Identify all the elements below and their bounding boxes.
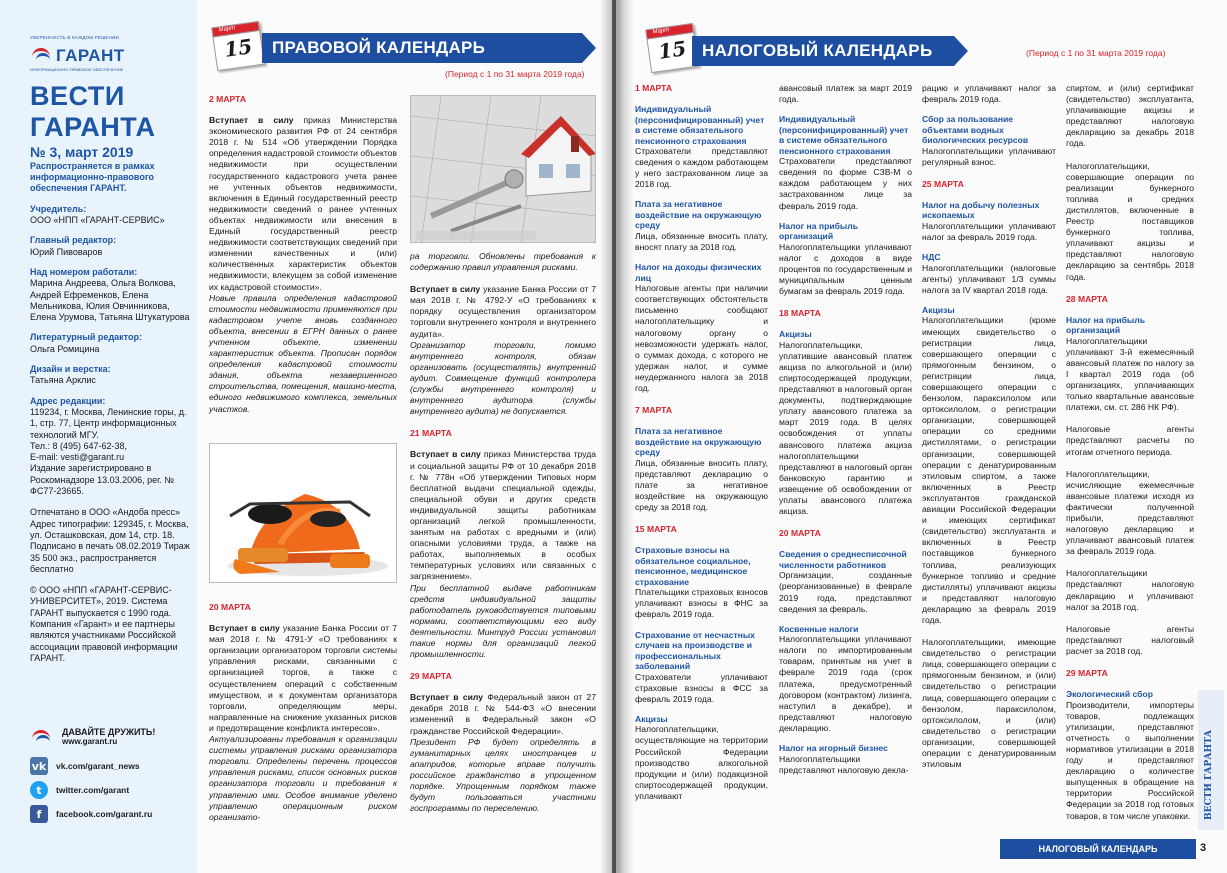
legal-column-1: 2 МАРТА Вступает в силу приказ Министерства экономического развития РФ от 24 сентября 2018 г. № 514 «Об утверждении Порядка определения кадастровой стоимости объектов недвижимости при осуществлении государственного кадастрового учета ранее не учтенных объектов недвижимости, включения в Единый государственный реестр недвижимости сведений о ранее учтенных объектах недвижимости или внесения в Единый государственный реестр недвижимости соответствующих сведений при изменении качественных и (или) количественных характеристик объектов недвижимости, влекущем за собой изменение их кадастровой стоимости». Новые правила определения кадастровой стоимости недвижимости применяются при кадастровом учете вновь созданного объекта, внесении в ЕГРН данных о ранее учтенном объекте, изменении характеристик объекта. Прописан порядок определения кадастровой стоимости здания, объекта незавершенного строительства, помещения, машино-места, единого недвижимого комплекса, земельных участков. — [209, 94, 398, 414]
editor: Юрий Пивоваров — [30, 246, 103, 257]
left-page — [0, 0, 612, 873]
date-heading: 21 МАРТА — [410, 428, 452, 439]
tax-subheading: Плата за негативное воздействие на окружающую среду — [635, 426, 762, 458]
address-heading: Адрес редакции: — [30, 395, 106, 406]
date-heading: 7 МАРТА — [635, 405, 673, 416]
issue-number: № 3, март 2019 — [30, 143, 134, 160]
date-heading: 28 МАРТА — [1066, 293, 1108, 304]
tax-subheading: Налог на добычу полезных ископаемых — [922, 199, 1040, 221]
legal-calendar-banner — [262, 33, 582, 63]
page-title: ПРАВОВОЙ КАЛЕНДАРЬ — [272, 38, 486, 57]
copyright: © ООО «НПП «ГАРАНТ-СЕРВИС-УНИВЕРСИТЕТ», 2019. Система ГАРАНТ выпускается с 1990 года. Компания «Гарант» и ее партнеры являются участниками Российской ассоциации правовой информации ГАРАНТ. — [30, 585, 178, 663]
phone: Тел.: 8 (495) 647-62-38, — [30, 440, 128, 451]
garant-logo — [30, 47, 190, 63]
date-heading: 2 МАРТА — [209, 94, 247, 104]
vk-link[interactable]: vk vk.com/garant_news — [30, 754, 190, 778]
side-tab: ВЕСТИ ГАРАНТА — [1198, 690, 1224, 830]
tagline: УВЕРЕННОСТЬ В КАЖДОМ РЕШЕНИИ — [30, 35, 119, 40]
editor-heading: Главный редактор: — [30, 235, 117, 246]
tax-subheading: Акцизы — [779, 329, 812, 340]
tax-subheading: Сбор за пользование объектами водных биологических ресурсов — [922, 114, 1029, 146]
vk-icon: vk — [30, 757, 48, 775]
facebook-icon: f — [30, 805, 48, 823]
date-heading: 1 МАРТА — [635, 83, 673, 93]
tax-column-4: спиртом, и (или) сертификат (свидетельство) эксплуатанта, уплачивающие акцизы и представляют налоговую декларацию за декабрь 2018 года. Налогоплательщики, совершающие операции по реализации бункерного топлива и средних дистиллятов, включенные в Реестр поставщиков бункерного топлива, уплачивают акцизы и представляют налоговую декларацию за сентябрь 2018 года. 28 МАРТА Налог на прибыль организаций Налогоплательщики уплачивают 3-й ежемесячный авансовый платеж по налогу за I квартал 2019 года (об организациях, уплачивающих только квартальные авансовые платежи, см. ст. 286 НК РФ). Налоговые агенты представляют расчеты по итогам отчетного периода. Налогоплательщики, исчисляющие ежемесячные авансовые платежи исходя из фактически полученной прибыли, представляют налоговую декларацию и уплачивают авансовый платеж за февраль 2019 года. Налогоплательщики представляют налоговую декларацию и уплачивают налог за 2018 год. Налоговые агенты представляют налоговый расчет за 2018 год. 29 МАРТА Экологический сбор Производители, импортеры товаров, подлежащих утилизации, представляют отчетность о выполнении нормативов утилизации в 2018 году и представляют декларацию о количестве выпущенных в обращение на территории Российской Федерации за 2018 год готовых товаров, в том числе упаковки. — [1066, 83, 1194, 821]
email: E-mail: vesti@garant.ru — [30, 452, 125, 463]
design-heading: Дизайн и верстка: — [30, 364, 111, 375]
lit-editor: Ольга Ромицина — [30, 343, 100, 354]
page-number: 3 — [1200, 842, 1207, 854]
logo-subtitle: ИНФОРМАЦИОННО-ПРАВОВОЕ ОБЕСПЕЧЕНИЕ — [30, 67, 124, 73]
team: Марина Андреева, Ольга Волкова, Андрей Ефременков, Елена Мельникова, Юлия Овчинникова, Елена Урумова, Татьяна Штукатурова — [30, 278, 190, 323]
house-model-illustration — [411, 96, 596, 243]
date-heading: 20 МАРТА — [209, 602, 251, 612]
logo-text: ГАРАНТ — [56, 45, 125, 65]
calendar-icon: Март 15 — [211, 21, 265, 71]
facebook-link[interactable]: f facebook.com/garant.ru — [30, 802, 190, 826]
date-heading: 29 МАРТА — [1066, 668, 1108, 679]
masthead-line1: ВЕСТИ — [30, 80, 125, 111]
twitter-icon: t — [30, 781, 48, 799]
tax-subheading: Индивидуальный (персонифицированный) учет в системе обязательного пенсионного страхования — [635, 104, 765, 146]
hard-hat-photo — [209, 443, 397, 583]
distribution-note: Распространяется в рамках информационно-правового обеспечения ГАРАНТ. — [30, 160, 155, 194]
friends-label: ДАВАЙТЕ ДРУЖИТЬ! — [62, 727, 156, 737]
date-heading: 25 МАРТА — [922, 178, 964, 189]
footer-banner: НАЛОГОВЫЙ КАЛЕНДАРЬ — [1000, 839, 1196, 859]
design: Татьяна Арклис — [30, 375, 96, 386]
tax-calendar-banner — [692, 36, 954, 66]
founder: ООО «НПП «ГАРАНТ-СЕРВИС» — [30, 215, 165, 226]
address: 119234, г. Москва, Ленинские горы, д. 1, стр. 77, Центр информационных технологий МГУ. — [30, 406, 187, 440]
social-block — [30, 727, 190, 826]
tax-subheading: Сведения о среднесписочной численности работников — [779, 549, 907, 570]
twitter-link[interactable]: t twitter.com/garant — [30, 778, 190, 802]
tax-subheading: Индивидуальный (персонифицированный) учет в системе обязательного пенсионного страхования — [779, 114, 909, 156]
house-blueprint-photo — [410, 95, 596, 243]
lit-editor-heading: Литературный редактор: — [30, 332, 142, 343]
tax-subheading: Акцизы — [635, 713, 668, 724]
tax-subheading: Плата за негативное воздействие на окружающую среду — [635, 199, 762, 231]
calendar-icon: Март 15 — [645, 23, 699, 73]
friends-heading — [30, 727, 190, 746]
site-link[interactable]: www.garant.ru — [62, 737, 118, 746]
masthead-line2: ГАРАНТА — [30, 111, 156, 142]
date-heading: 29 МАРТА — [410, 671, 452, 682]
team-heading: Над номером работали: — [30, 266, 138, 277]
tax-subheading: Экологический сбор — [1066, 689, 1153, 700]
tax-subheading: Налог на доходы физических лиц — [635, 262, 762, 283]
sidebar — [0, 0, 197, 873]
tax-column-1: 1 МАРТА Индивидуальный (персонифицированный) учет в системе обязательного пенсионного страхования Страхователи представляют сведения о каждом работающем у него застрахованном лице за 2018 год. Плата за негативное воздействие на окружающую среду Лица, обязанные вносить плату, вносят плату за 2018 год. Налог на доходы физических лиц Налоговые агенты при наличии соответствующих обстоятельств письменно сообщают налогоплательщику и налоговому органу о невозможности удержать налог, о суммах дохода, с которого не удержан налог, и сумме неудержанного налога за 2018 год. 7 МАРТА Плата за негативное воздействие на окружающую среду Лица, обязанные вносить плату, представляют декларацию о плате за негативное воздействие на окружающую среду за 2018 год. 15 МАРТА Страховые взносы на обязательное социальное, пенсионное, медицинское страхование Плательщики страховых взносов уплачивают взносы в ФНС за февраль 2019 года. Страхование от несчастных случаев на производстве и профессиональных заболеваний Страхователи уплачивают страховые взносы в ФСС за февраль 2019 года. Акцизы Налогоплательщики, осуществляющие на территории Российской Федерации производство алкогольной продукции и (или) подакцизной спиртосодержащей продукции, уплачивают — [635, 83, 768, 801]
tax-subheading: Налог на прибыль организаций — [1066, 314, 1146, 336]
founder-heading: Учредитель: — [30, 203, 87, 214]
period-note: (Период с 1 по 31 марта 2019 года) — [445, 69, 585, 79]
legal-column-1b: 20 МАРТА Вступает в силу указание Банка России от 7 мая 2018 г. № 4791-У «О требованиях к организации организатором торговли системы управления рисками, связанными с организацией торгов, а также с осуществлением операций с собственным имуществом, и к документам организатора торговли, определяющим меры, направленные на снижение указанных рисков и предотвращение конфликта интересов». Актуализированы требования к организации системы управления рисками организатора торговли. Определены перечень процессов управления рисками, список основных рисков организатора торговли и требования к управлению ими. Особое внимание уделено управлению операционным риском организато- — [209, 602, 397, 822]
date-heading: 15 МАРТА — [635, 524, 677, 535]
tax-subheading: Акцизы — [922, 304, 955, 315]
spine-shadow — [600, 0, 634, 873]
legal-column-2: ра торговли. Обновлены требования к содержанию правил управления рисками. Вступает в силу указание Банка России от 7 мая 2018 г. № 4792-У «О требованиях к порядку осуществления организатором торговли внутреннего контроля и внутреннего аудита». Организатор торговли, помимо внутреннего контроля, обязан организовать (осуществлять) внутренний аудит. Совмещение функций контролера (службы внутреннего контроля) и внутреннего аудитора (службы внутреннего аудита) не допускается. 21 МАРТА Вступает в силу приказ Министерства труда и социальной защиты РФ от 10 декабря 2018 г. № 778н «Об утверждении Типовых норм бесплатной выдачи специальной одежды, специальной обуви и других средств индивидуальной защиты работникам организаций легкой промышленности, занятым на работах с вредными и (или) опасными условиями труда, а также на работах, выполняемых в особых температурных условиях или связанных с загрязнением». При бесплатной выдаче работникам средств индивидуальной защиты работодатель руководствуется типовыми нормами, соответствующими его виду деятельности. Минтруд России установил такие нормы для организаций легкой промышленности. 29 МАРТА Вступает в силу Федеральный закон от 27 декабря 2018 г. № 544-ФЗ «О внесении изменений в Федеральный закон «О гражданстве Российской Федерации». Президент РФ будет определять в гуманитарных целях иностранцев и апатридов, которые вправе получить российское гражданство в упрощенном порядке. Упрощенным порядком также будут пользоваться участники госпрограммы по переселению. — [410, 251, 597, 814]
tax-subheading: Страхование от несчастных случаев на производстве и профессиональных заболеваний — [635, 629, 755, 672]
garant-small-logo-icon — [30, 729, 56, 745]
tax-subheading: Косвенные налоги — [779, 623, 859, 634]
tax-subheading: Налог на игорный бизнес — [779, 743, 888, 754]
hard-hat-illustration — [210, 444, 397, 583]
tax-column-2: авансовый платеж за март 2019 года. Индивидуальный (персонифицированный) учет в системе обязательного пенсионного страхования Страхователи представляют сведения по форме СЗВ-М о каждом работающем у них застрахованном лице за февраль 2019 года. Налог на прибыль организаций Налогоплательщики уплачивают налог с доходов в виде процентов по государственным и муниципальным ценным бумагам за февраль 2019 года. 18 МАРТА Акцизы Налогоплательщики, уплатившие авансовый платеж акциза по алкогольной и (или) спиртосодержащей продукции, представляют в налоговый орган документы, подтверждающие уплату авансового платежа за март 2019 года. В целях освобождения от уплаты авансового платежа акциза налогоплательщики представляют в налоговый орган банковскую гарантию и извещение об освобождении от уплаты авансового платежа акциза. 20 МАРТА Сведения о среднесписочной численности работников Организации, созданные (реорганизованные) в феврале 2019 года, представляют сведения за февраль. Косвенные налоги Налогоплательщики уплачивают налоги по импортированным товарам, принятым на учет в феврале 2019 года (срок платежа, предусмотренный договором (контрактом) лизинга, наступил в декабре), и представляют налоговую декларацию. Налог на игорный бизнес Налогоплательщики представляют налоговую декла- — [779, 83, 912, 775]
print-info: Отпечатано в ООО «Андоба пресс» Адрес типографии: 129345, г. Москва, ул. Осташковская, дом 14, стр. 18. Подписано в печать 08.02.2019 Тираж 35 500 экз., распространяется бесплатно — [30, 507, 190, 574]
date-heading: 18 МАРТА — [779, 308, 821, 319]
period-note: (Период с 1 по 31 марта 2019 года) — [1026, 48, 1166, 58]
tax-subheading: Налог на прибыль организаций — [779, 220, 859, 242]
garant-logo-icon — [30, 47, 56, 63]
registration: Издание зарегистрировано в Роскомнадзоре 13.03.2006, рег. № ФС77-23665. — [30, 463, 175, 497]
tax-subheading: НДС — [922, 252, 941, 263]
tax-subheading: Страховые взносы на обязательное социальное, пенсионное, медицинское страхование — [635, 545, 751, 587]
tax-column-3: рацию и уплачивают налог за февраль 2019 года. Сбор за пользование объектами водных биологических ресурсов Налогоплательщики уплачивают регулярный взнос. 25 МАРТА Налог на добычу полезных ископаемых Налогоплательщики уплачивают налог за февраль 2019 года. НДС Налогоплательщики (налоговые агенты) уплачивают 1/3 суммы налога за IV квартал 2018 года. Акцизы Налогоплательщики (кроме имеющих свидетельство о регистрации лица, совершающего операции с прямогонным бензином, о регистрации лица, совершающего операции с бензолом, параксилолом или ортоксилолом, о регистрации организации, совершающей операции со средними дистиллятами, о регистрации организации, совершающей операции с денатурированным этиловым спиртом, а также включенных в Реестр эксплуатантов гражданской авиации Российской Федерации и имеющих сертификат (свидетельство) эксплуатанта и включенных в Реестр поставщиков бункерного топлива, реализующих бункерное топливо и средние дистилляты) уплачивают акцизы и представляют налоговую декларацию за февраль 2019 года. Налогоплательщики, имеющие свидетельство о регистрации лица, совершающего операции с прямогонным бензином, и (или) свидетельство о регистрации лица, совершающего операции с бензолом, параксилолом, ортоксилолом, и (или) свидетельство о регистрации организации, совершающей операции с денатурированным этиловым — [922, 83, 1056, 770]
date-heading: 20 МАРТА — [779, 528, 821, 539]
page-title: НАЛОГОВЫЙ КАЛЕНДАРЬ — [702, 41, 933, 60]
